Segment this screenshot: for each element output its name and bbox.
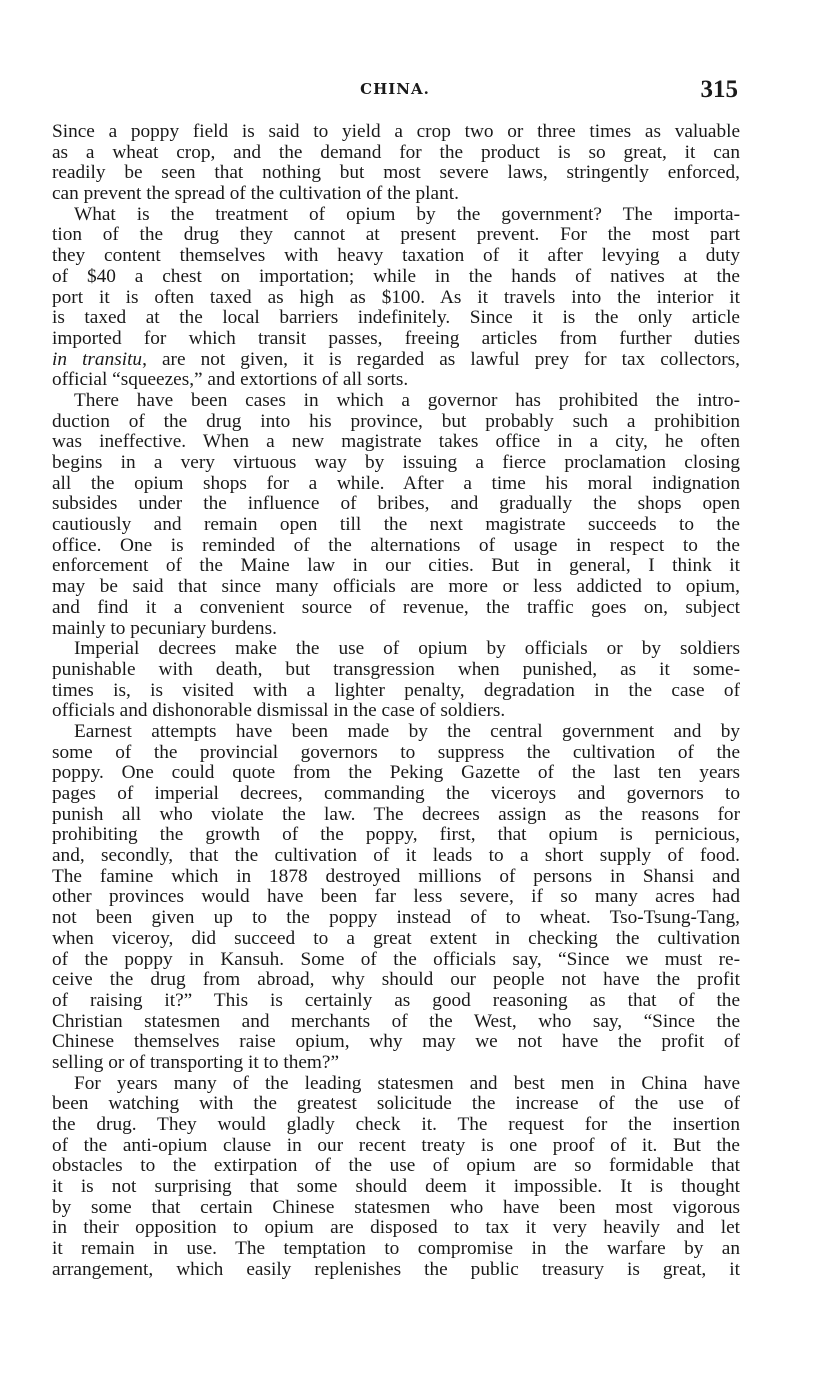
text-line: enforcement of the Maine law in our cities. But in general, I think it [52,556,740,577]
text-line: been watching with the greatest solicitude the increase of the use of [52,1094,740,1115]
paragraph-2 [52,205,740,391]
text-line-italic [52,350,740,371]
text-line: cautiously and remain open till the next magistrate succeeds to the [52,515,740,536]
text-line: Christian statesmen and merchants of the West, who say, “Since the [52,1011,740,1032]
text-line: begins in a very virtuous way by issuing a fierce proclamation closing [52,453,740,473]
paragraph-6 [52,1074,740,1281]
text-line: subsides under the influence of bribes, and gradually the shops open [52,494,740,515]
text-line: they content themselves with heavy taxation of it after levying a duty [52,246,740,267]
text-line: obstacles to the extirpation of the use of opium are so formidable that [52,1156,740,1177]
text-line: it is not surprising that some should deem it impossible. It is thought [52,1177,740,1198]
text-line: was ineffective. When a new magistrate takes office in a city, he often [52,432,740,453]
paragraph-4 [52,639,740,722]
text-fragment: , are not given, it is regarded as lawful prey for tax collectors, [142,349,740,370]
text-line: selling or of transporting it to them?” [52,1051,340,1073]
text-line: not been given up to the poppy instead of to wheat. Tso-Tsung-Tang, [52,908,740,929]
paragraph-5 [52,722,740,1074]
text-line: some of the provincial governors to suppress the cultivation of the [52,742,740,763]
text-line: What is the treatment of opium by the government? The importa- [74,204,740,225]
text-line: of the anti-opium clause in our recent treaty is one proof of it. But the [52,1135,740,1156]
body-text [52,122,740,1281]
italic-phrase: in transitu [52,349,143,370]
text-line: The famine which in 1878 destroyed millions of persons in Shansi and [52,866,740,887]
text-line: port it is often taxed as high as $100. As it travels into the interior it [52,287,740,308]
text-line: other provinces would have been far less severe, if so many acres had [52,887,740,908]
text-line: punishable with death, but transgression when punished, as it some- [52,659,740,680]
text-line: all the opium shops for a while. After a time his moral indignation [52,473,740,494]
text-line: pages of imperial decrees, commanding the viceroys and governors to [52,784,740,804]
text-line: For years many of the leading statesmen and best men in China have [74,1073,740,1094]
text-line: tion of the drug they cannot at present prevent. For the most part [52,225,740,246]
text-line: is taxed at the local barriers indefinitely. Since it is the only article [52,308,740,329]
text-line: can prevent the spread of the cultivation of the plant. [52,183,459,205]
text-line: Chinese themselves raise opium, why may we not have the profit of [52,1032,740,1053]
text-line: as a wheat crop, and the demand for the product is so great, it can [52,142,740,163]
text-line: poppy. One could quote from the Peking Gazette of the last ten years [52,763,740,784]
text-line: arrangement, which easily replenishes the public treasury is great, it [52,1259,740,1280]
text-line: and find it a convenient source of revenue, the traffic goes on, subject [52,597,740,618]
text-line: when viceroy, did succeed to a great extent in checking the cultivation [52,928,740,949]
text-line: punish all who violate the law. The decrees assign as the reasons for [52,804,740,825]
paragraph-1 [52,122,740,205]
text-line: it remain in use. The temptation to compromise in the warfare by an [52,1239,740,1260]
text-line: readily be seen that nothing but most severe laws, stringently enforced, [52,163,740,184]
text-line: of the poppy in Kansuh. Some of the officials say, “Since we must re- [52,949,740,970]
text-line: Imperial decrees make the use of opium by officials or by soldiers [74,639,740,660]
text-line: times is, is visited with a lighter penalty, degradation in the case of [52,680,740,701]
text-line: the drug. They would gladly check it. The request for the insertion [52,1115,740,1135]
text-line: imported for which transit passes, freeing articles from further duties [52,328,740,349]
text-line: Since a poppy field is said to yield a crop two or three times as valuable [52,122,740,142]
text-line: official “squeezes,” and extortions of all sorts. [52,369,409,391]
text-line: of $40 a chest on importation; while in the hands of natives at the [52,266,740,287]
running-head: CHINA. [360,80,430,98]
text-line: prohibiting the growth of the poppy, first, that opium is pernicious, [52,825,740,846]
text-line: of raising it?” This is certainly as good reasoning as that of the [52,990,740,1011]
text-line: in their opposition to opium are disposed to tax it very heavily and let [52,1218,740,1239]
text-line: may be said that since many officials are more or less addicted to opium, [52,577,740,598]
text-line: Earnest attempts have been made by the central government and by [74,721,740,742]
paragraph-3 [52,391,740,639]
text-line: ceive the drug from abroad, why should our people not have the profit [52,970,740,991]
text-line: officials and dishonorable dismissal in the case of soldiers. [52,700,506,722]
text-line: and, secondly, that the cultivation of it leads to a short supply of food. [52,846,740,867]
text-line: duction of the drug into his province, but probably such a prohibition [52,411,740,432]
text-line: office. One is reminded of the alternations of usage in respect to the [52,535,740,556]
text-line: by some that certain Chinese statesmen who have been most vigorous [52,1197,740,1218]
text-line: mainly to pecuniary burdens. [52,617,277,639]
page-number: 315 [700,76,738,103]
page-header [52,76,738,106]
text-line: There have been cases in which a governor has prohibited the intro- [74,390,740,411]
